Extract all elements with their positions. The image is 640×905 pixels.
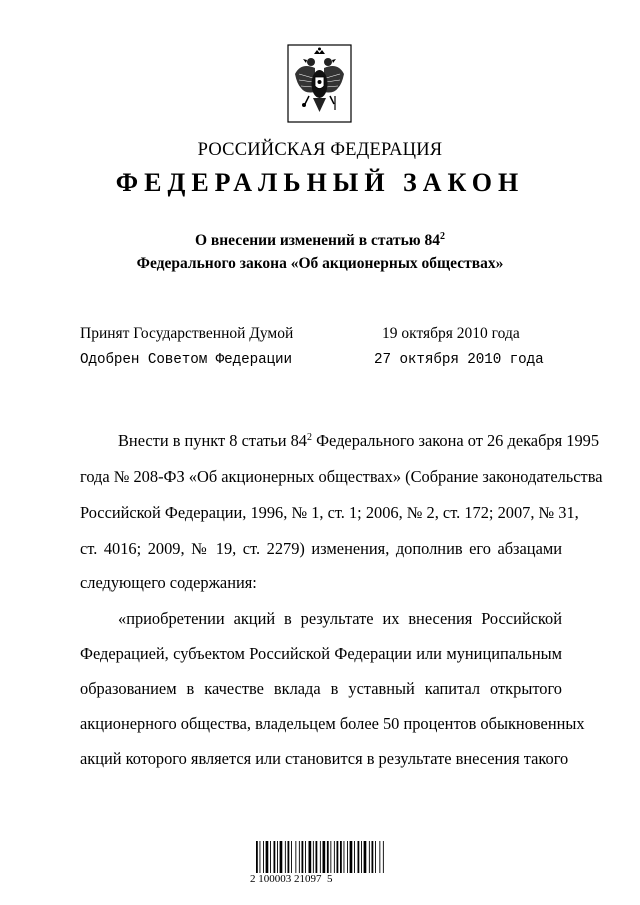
barcode-bar bbox=[309, 841, 312, 873]
barcode-bar bbox=[280, 841, 283, 873]
law-title-line-1 bbox=[0, 231, 640, 250]
approved-date: 27 октября 2010 года bbox=[374, 352, 544, 368]
barcode-bar bbox=[288, 841, 290, 873]
barcode-bar bbox=[291, 841, 292, 873]
barcode-bar bbox=[266, 841, 269, 873]
barcode-bar bbox=[354, 841, 355, 873]
barcode-bar bbox=[277, 841, 278, 873]
barcode-bar bbox=[379, 841, 380, 873]
barcode-number: 2 100003 21097 5 bbox=[250, 873, 333, 885]
barcode-bar bbox=[369, 841, 370, 873]
barcode-bar bbox=[299, 841, 300, 873]
approved-label: Одобрен Советом Федерации bbox=[80, 352, 292, 368]
body-line-1-post: Федерального закона от 26 декабря 1995 bbox=[311, 431, 600, 450]
adopted-date: 19 октября 2010 года bbox=[382, 325, 520, 342]
body-line-6: «приобретении акций в результате их внесения Российской bbox=[118, 609, 562, 628]
barcode-icon bbox=[256, 833, 386, 877]
barcode-bar bbox=[383, 841, 384, 873]
barcode-bar bbox=[350, 841, 353, 873]
body-line-3: Российской Федерации, 1996, № 1, ст. 1; 2006, № 2, ст. 172; 2007, № 31, bbox=[80, 503, 579, 522]
coat-of-arms-emblem-icon bbox=[287, 44, 352, 123]
body-line-4: ст. 4016; 2009, № 19, ст. 2279) изменения, дополнив его абзацами bbox=[80, 539, 562, 558]
barcode-bar bbox=[323, 841, 326, 873]
body-line-1-superscript: 2 bbox=[306, 432, 312, 443]
barcode-bar bbox=[313, 841, 314, 873]
barcode-bar bbox=[305, 841, 306, 873]
body-line-8: образованием в качестве вклада в уставный капитал открытого bbox=[80, 679, 562, 698]
body-line-5: следующего содержания: bbox=[80, 573, 257, 592]
barcode-bar bbox=[372, 841, 374, 873]
body-line-7: Федерацией, субъектом Российской Федерации или муниципальным bbox=[80, 644, 562, 663]
barcode-bar bbox=[337, 841, 339, 873]
body-line-1-pre: Внести в пункт 8 статьи 84 bbox=[118, 431, 307, 450]
barcode-bar bbox=[375, 841, 376, 873]
barcode-bar bbox=[364, 841, 367, 873]
body-line-9: акционерного общества, владельцем более 50 процентов обыкновенных bbox=[80, 714, 585, 733]
barcode-bar bbox=[347, 841, 348, 873]
barcode-bar bbox=[334, 841, 335, 873]
body-line-10: акций которого является или становится в результате внесения такого bbox=[80, 749, 569, 768]
barcode-bar bbox=[263, 841, 264, 873]
barcode-bar bbox=[358, 841, 360, 873]
barcode-bar bbox=[295, 841, 296, 873]
law-title-line-2: Федерального закона «Об акционерных обществах» bbox=[136, 255, 504, 272]
barcode-bar bbox=[344, 841, 345, 873]
law-title-line-1-text: О внесении изменений в статью 84 bbox=[194, 232, 441, 249]
barcode-bar bbox=[327, 841, 329, 873]
body-line-2: года № 208-ФЗ «Об акционерных обществах» (Собрание законодательства bbox=[80, 467, 603, 486]
barcode-bar bbox=[361, 841, 362, 873]
barcode-bar bbox=[256, 841, 258, 873]
barcode-bar bbox=[285, 841, 286, 873]
barcode-bar bbox=[260, 841, 261, 873]
document-type-heading: ФЕДЕРАЛЬНЫЙ ЗАКОН bbox=[115, 168, 525, 197]
body-line-1 bbox=[118, 431, 600, 453]
adopted-label: Принят Государственной Думой bbox=[80, 325, 294, 342]
barcode-bar bbox=[302, 841, 304, 873]
law-title-superscript: 2 bbox=[440, 231, 446, 242]
country-heading: РОССИЙСКАЯ ФЕДЕРАЦИЯ bbox=[197, 140, 443, 160]
barcode-bar bbox=[316, 841, 318, 873]
barcode-bar bbox=[274, 841, 276, 873]
barcode-bar bbox=[340, 841, 342, 873]
barcode-bar bbox=[270, 841, 271, 873]
barcode-bar bbox=[320, 841, 321, 873]
barcode-bar bbox=[330, 841, 331, 873]
